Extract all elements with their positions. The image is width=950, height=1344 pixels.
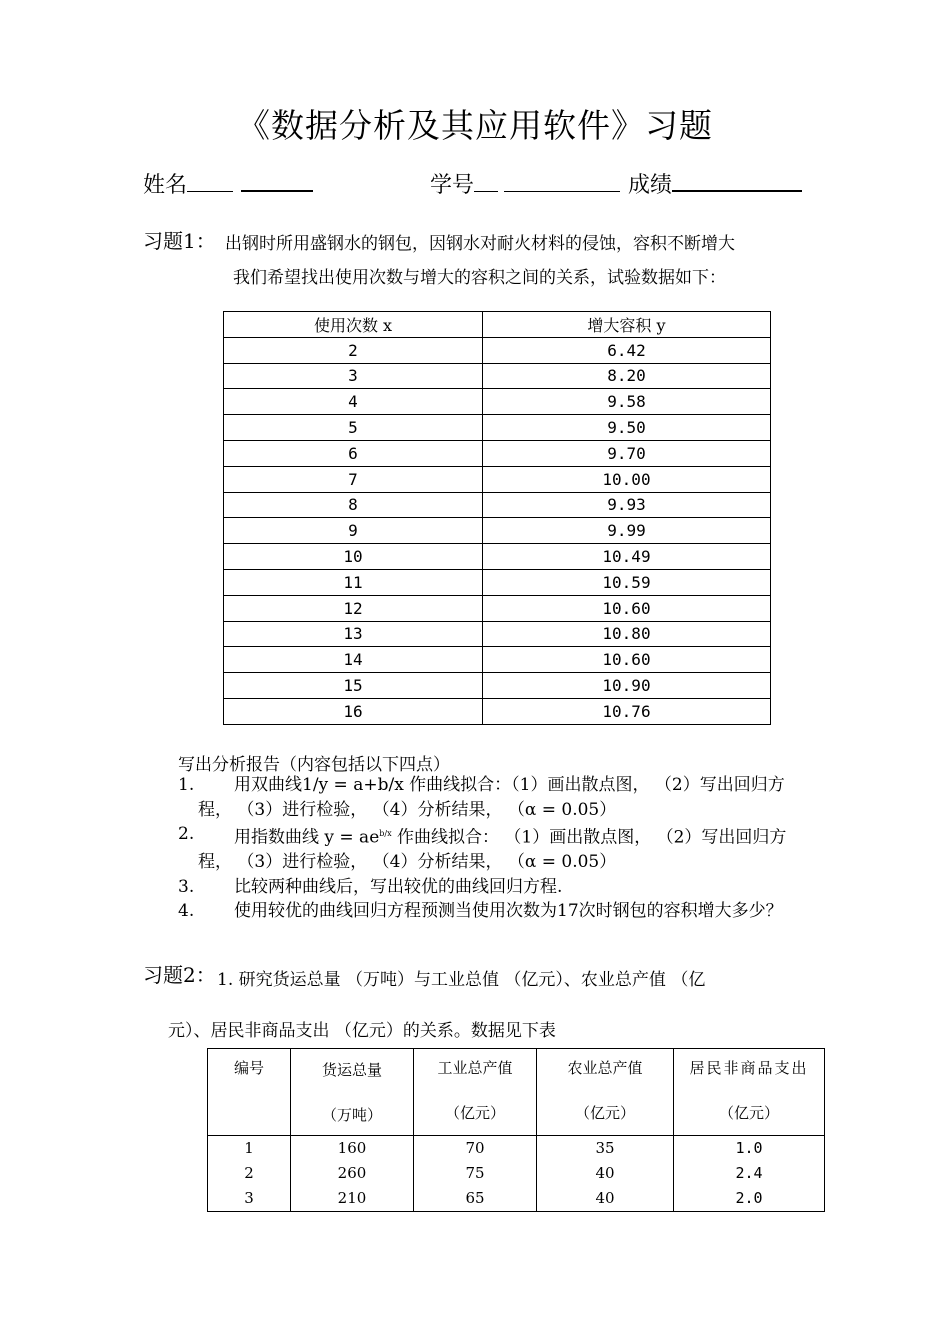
table-row — [224, 647, 771, 673]
cell-usage-count: 4 — [224, 389, 483, 415]
cell-volume-increase: 9.50 — [483, 415, 771, 441]
cell-usage-count: 6 — [224, 440, 483, 466]
cell-usage-count: 10 — [224, 544, 483, 570]
cell-id: 2 — [208, 1161, 291, 1186]
table-row — [224, 544, 771, 570]
cell-volume-increase: 10.59 — [483, 569, 771, 595]
item-superscript: b/x — [379, 829, 392, 838]
table-row — [224, 698, 771, 724]
table-row — [224, 621, 771, 647]
cell-volume-increase: 10.00 — [483, 466, 771, 492]
header-agriculture: 农业总产值 （亿元） — [537, 1049, 674, 1136]
cell-volume-increase: 10.76 — [483, 698, 771, 724]
student-id-blank[interactable] — [504, 171, 620, 192]
item-number: 4. — [178, 901, 195, 922]
cell-usage-count: 16 — [224, 698, 483, 724]
header-freight: 货运总量 （万吨） — [291, 1049, 414, 1136]
exercise-2-data-table — [207, 1048, 825, 1212]
exercise-1-data-table — [223, 311, 771, 725]
exercise-1-text-line1: 出钢时所用盛钢水的钢包，因钢水对耐火材料的侵蚀，容积不断增大 — [225, 234, 735, 254]
cell-usage-count: 14 — [224, 647, 483, 673]
student-id-label: 学号 — [430, 173, 475, 198]
cell-industry: 75 — [414, 1161, 537, 1186]
item-text: 用双曲线1/y = a+b/x 作曲线拟合：（1）画出散点图， （2）写出回归方程， （3）进行检验， （4）分析结果， （α = 0.05） — [198, 775, 785, 820]
table-row — [224, 518, 771, 544]
student-id-field[interactable] — [430, 168, 620, 199]
list-item — [178, 875, 808, 900]
cell-usage-count: 9 — [224, 518, 483, 544]
list-item — [178, 822, 808, 875]
cell-industry: 65 — [414, 1186, 537, 1212]
table-row — [224, 440, 771, 466]
table-row — [208, 1136, 825, 1162]
item-text-b: 作曲线拟合： （1）画出散点图， （2）写出回归方程， （3）进行检验， （4）分析结果， （α = 0.05） — [198, 827, 787, 873]
cell-volume-increase: 10.90 — [483, 673, 771, 699]
cell-volume-increase: 9.58 — [483, 389, 771, 415]
cell-agriculture: 35 — [537, 1136, 674, 1162]
header-id: 编号 — [208, 1049, 291, 1136]
requirement-list — [178, 773, 808, 924]
name-label: 姓名 — [143, 173, 188, 198]
list-item — [178, 773, 808, 822]
cell-usage-count: 13 — [224, 621, 483, 647]
table-row — [208, 1161, 825, 1186]
cell-agriculture: 40 — [537, 1186, 674, 1212]
cell-usage-count: 3 — [224, 363, 483, 389]
cell-resident-spending: 2.0 — [674, 1186, 825, 1212]
cell-usage-count: 12 — [224, 595, 483, 621]
header-resident-spending: 居民非商品支出 （亿元） — [674, 1049, 825, 1136]
item-text-a: 用指数曲线 y = ae — [234, 827, 380, 848]
exercise-1-text-line2: 我们希望找出使用次数与增大的容积之间的关系，试验数据如下： — [233, 268, 726, 288]
table-row — [224, 569, 771, 595]
header-usage-count: 使用次数 x — [224, 312, 483, 338]
name-field[interactable] — [143, 168, 313, 199]
table-row — [224, 389, 771, 415]
cell-volume-increase: 10.60 — [483, 647, 771, 673]
cell-freight: 210 — [291, 1186, 414, 1212]
cell-usage-count: 8 — [224, 492, 483, 518]
table-header-row — [208, 1049, 825, 1136]
table-row — [208, 1186, 825, 1212]
cell-volume-increase: 10.80 — [483, 621, 771, 647]
name-blank[interactable] — [241, 170, 313, 192]
cell-volume-increase: 6.42 — [483, 337, 771, 363]
exercise-1-label: 习题1： — [143, 229, 216, 253]
cell-usage-count: 2 — [224, 337, 483, 363]
score-field[interactable] — [628, 168, 802, 199]
table-header-row — [224, 312, 771, 338]
score-blank[interactable] — [672, 170, 802, 192]
header-volume-increase: 增大容积 y — [483, 312, 771, 338]
header-industry: 工业总产值 （亿元） — [414, 1049, 537, 1136]
cell-usage-count: 11 — [224, 569, 483, 595]
cell-id: 1 — [208, 1136, 291, 1162]
cell-volume-increase: 9.93 — [483, 492, 771, 518]
cell-id: 3 — [208, 1186, 291, 1212]
table-row — [224, 466, 771, 492]
item-text: 使用较优的曲线回归方程预测当使用次数为17次时钢包的容积增大多少？ — [234, 901, 783, 922]
cell-industry: 70 — [414, 1136, 537, 1162]
report-intro: 写出分析报告（内容包括以下四点） — [178, 755, 450, 775]
cell-resident-spending: 1.0 — [674, 1136, 825, 1162]
cell-volume-increase: 10.49 — [483, 544, 771, 570]
table-row — [224, 337, 771, 363]
cell-resident-spending: 2.4 — [674, 1161, 825, 1186]
cell-volume-increase: 9.70 — [483, 440, 771, 466]
item-number: 2. — [178, 824, 195, 844]
table-row — [224, 595, 771, 621]
cell-volume-increase: 8.20 — [483, 363, 771, 389]
cell-agriculture: 40 — [537, 1161, 674, 1186]
exercise-2-label: 习题2： — [143, 963, 216, 987]
score-label: 成绩 — [628, 173, 673, 198]
exercise-2-text-line1: 1. 研究货运总量 （万吨）与工业总值 （亿元）、农业总产值 （亿 — [217, 970, 706, 990]
cell-volume-increase: 10.60 — [483, 595, 771, 621]
cell-usage-count: 7 — [224, 466, 483, 492]
cell-freight: 160 — [291, 1136, 414, 1162]
cell-freight: 260 — [291, 1161, 414, 1186]
cell-usage-count: 5 — [224, 415, 483, 441]
exercise-2-text-line2: 元）、居民非商品支出 （亿元）的关系。数据见下表 — [168, 1021, 556, 1041]
list-item — [178, 899, 808, 924]
item-text: 比较两种曲线后，写出较优的曲线回归方程. — [234, 876, 563, 897]
table-row — [224, 415, 771, 441]
cell-volume-increase: 9.99 — [483, 518, 771, 544]
table-row — [224, 673, 771, 699]
table-row — [224, 363, 771, 389]
item-number: 1. — [178, 775, 195, 795]
item-number: 3. — [178, 876, 195, 897]
table-row — [224, 492, 771, 518]
cell-usage-count: 15 — [224, 673, 483, 699]
page-title: 《数据分析及其应用软件》习题 — [237, 106, 713, 145]
